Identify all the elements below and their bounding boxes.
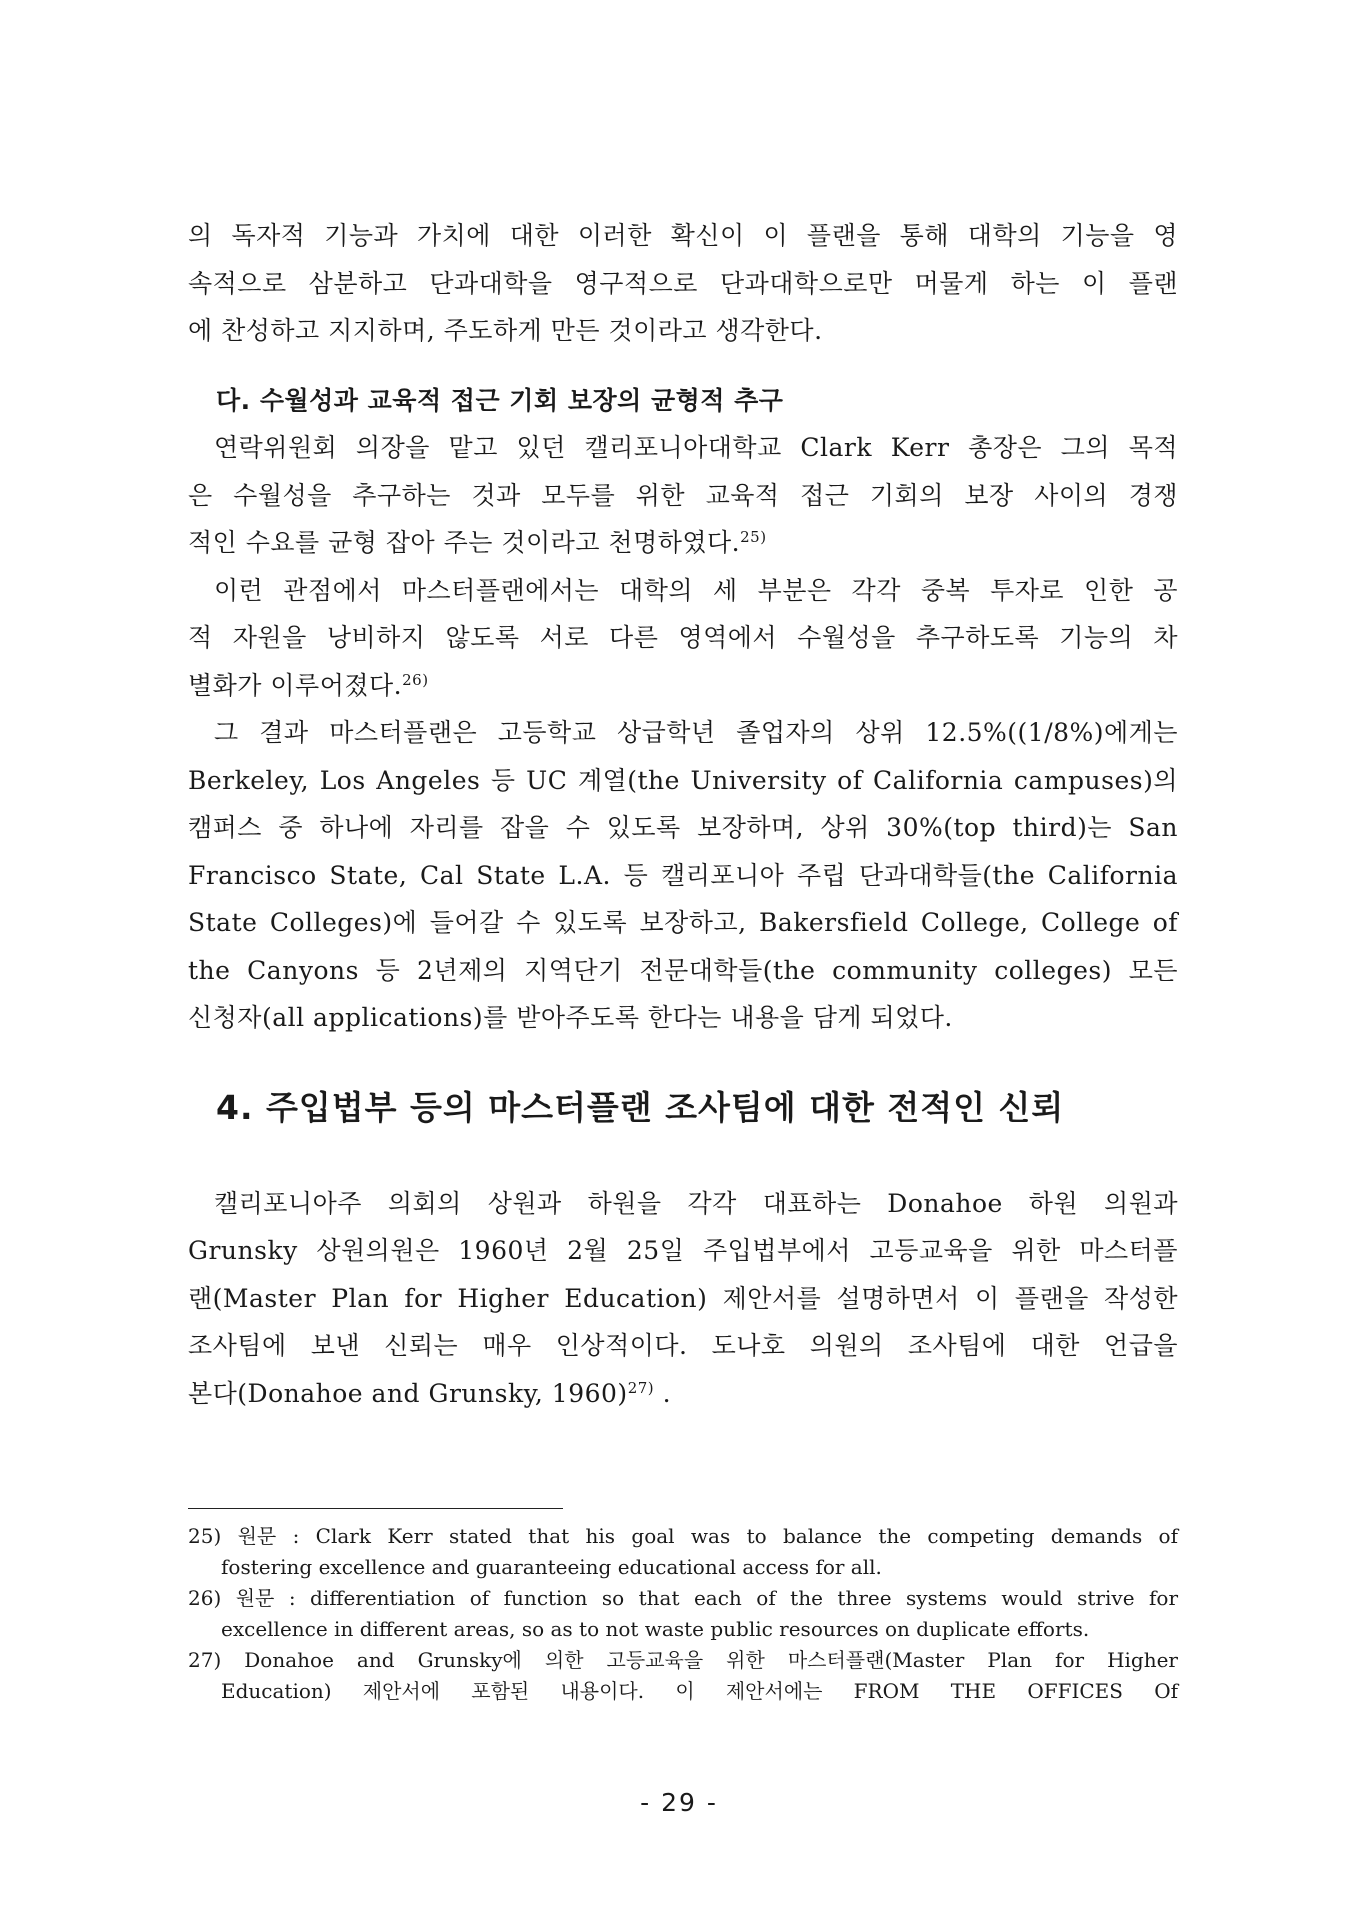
footnote-line: 25) 원문 : Clark Kerr stated that his goal was to balance the competing demands of [188, 1524, 1178, 1548]
text-line: 적 자원을 낭비하지 않도록 서로 다른 영역에서 수월성을 추구하도록 기능의 차 [188, 623, 1178, 652]
text-line: 의 독자적 기능과 가치에 대한 이러한 확신이 이 플랜을 통해 대학의 기능을 영 [188, 221, 1178, 250]
footnote-line: Education) 제안서에 포함된 내용이다. 이 제안서에는 FROM THE OFFICES Of [221, 1679, 1178, 1703]
text-line: Grunsky 상원의원은 1960년 2월 25일 주입법부에서 고등교육을 위한 마스터플 [188, 1236, 1178, 1265]
text-line: 랜(Master Plan for Higher Education) 제안서를 설명하면서 이 플랜을 작성한 [188, 1283, 1178, 1313]
text-segment: 별화가 이루어졌다. [188, 670, 403, 700]
text-line: State Colleges)에 들어갈 수 있도록 보장하고, Bakersfield College, College of [188, 908, 1178, 937]
footnote-line: excellence in different areas, so as to not waste public resources on duplicate efforts. [221, 1617, 1090, 1641]
text-line [188, 1370, 1178, 1418]
section-heading: 4. 주입법부 등의 마스터플랜 조사팀에 대한 전적인 신뢰 [216, 1087, 1065, 1127]
text-line: 은 수월성을 추구하는 것과 모두를 위한 교육적 접근 기회의 보장 사이의 경쟁 [188, 480, 1178, 510]
footnotes [188, 1521, 1178, 1707]
subsection-paragraph-1 [188, 424, 1178, 567]
text-line [188, 519, 1178, 567]
text-line [188, 662, 1178, 710]
footnote-ref-25[interactable]: 25) [740, 528, 767, 546]
text-segment: . [654, 1378, 672, 1408]
text-line: Berkeley, Los Angeles 등 UC 계열(the University of California campuses)의 [188, 765, 1178, 795]
footnote-line: 26) 원문 : differentiation of function so that each of the three systems would strive for [188, 1586, 1178, 1610]
subsection-heading: 다. 수월성과 교육적 접근 기회 보장의 균형적 추구 [216, 385, 784, 415]
footnote-ref-27[interactable]: 27) [627, 1378, 655, 1397]
text-line: 조사팀에 보낸 신뢰는 매우 인상적이다. 도나호 의원의 조사팀에 대한 언급을 [188, 1331, 1178, 1360]
footnote-divider [188, 1508, 563, 1509]
text-line: 속적으로 삼분하고 단과대학을 영구적으로 단과대학으로만 머물게 하는 이 플랜 [188, 268, 1178, 298]
footnote-ref-26[interactable]: 26) [402, 670, 429, 689]
footnote-25 [188, 1521, 1178, 1583]
text-line: 신청자(all applications)를 받아주도록 한다는 내용을 담게 되었다. [188, 1003, 953, 1032]
text-line: the Canyons 등 2년제의 지역단기 전문대학들(the community colleges) 모든 [188, 955, 1178, 985]
text-segment: 본다(Donahoe and Grunsky, 1960) [188, 1378, 628, 1408]
text-line: 에 찬성하고 지지하며, 주도하게 만든 것이라고 생각한다. [188, 316, 823, 345]
text-segment: 적인 수요를 균형 잡아 주는 것이라고 천명하였다. [188, 528, 741, 557]
subsection-paragraph-3 [188, 709, 1178, 1042]
text-line: 캘리포니아주 의회의 상원과 하원을 각각 대표하는 Donahoe 하원 의원과 [214, 1188, 1178, 1218]
page-number: - 29 - [640, 1788, 718, 1817]
subsection-paragraph-2 [188, 567, 1178, 710]
footnote-line: 27) Donahoe and Grunsky에 의한 고등교육을 위한 마스터플랜(Master Plan for Higher [188, 1648, 1178, 1672]
footnote-27 [188, 1645, 1178, 1707]
footnote-26 [188, 1583, 1178, 1645]
text-line: 이런 관점에서 마스터플랜에서는 대학의 세 부분은 각각 중복 투자로 인한 공 [214, 575, 1178, 605]
intro-paragraph [188, 212, 1178, 355]
section-paragraph [188, 1180, 1178, 1418]
text-line: 캠퍼스 중 하나에 자리를 잡을 수 있도록 보장하며, 상위 30%(top third)는 San [188, 813, 1178, 842]
footnote-line: fostering excellence and guaranteeing educational access for all. [221, 1555, 882, 1579]
text-line: Francisco State, Cal State L.A. 등 캘리포니아 주립 단과대학들(the California [188, 860, 1178, 890]
text-line: 연락위원회 의장을 맡고 있던 캘리포니아대학교 Clark Kerr 총장은 그의 목적 [214, 433, 1178, 462]
page-body [188, 212, 1178, 1417]
text-line: 그 결과 마스터플랜은 고등학교 상급학년 졸업자의 상위 12.5%((1/8%)에게는 [214, 718, 1178, 747]
